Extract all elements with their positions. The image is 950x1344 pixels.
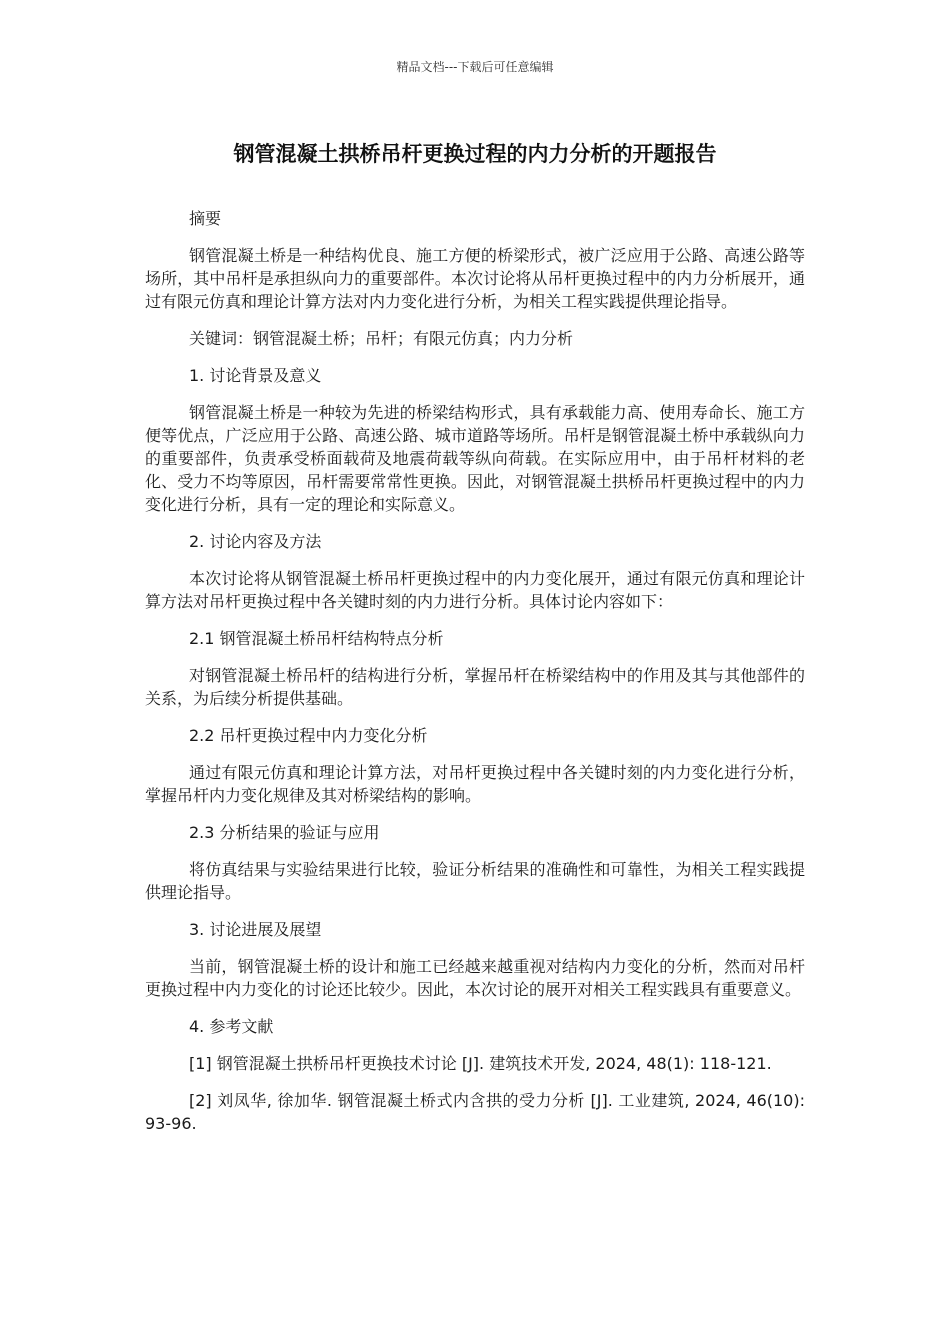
section-heading-3: 3. 讨论进展及展望 [189,920,322,939]
section-heading-2: 2. 讨论内容及方法 [189,532,322,551]
subsection-text-2-2: 通过有限元仿真和理论计算方法，对吊杆更换过程中各关键时刻的内力变化进行分析，掌握吊杆内力变化规律及其对桥梁结构的影响。 [145,763,805,805]
section-heading-4: 4. 参考文献 [189,1017,274,1036]
section-text-3: 当前，钢管混凝土桥的设计和施工已经越来越重视对结构内力变化的分析，然而对吊杆更换过程中内力变化的讨论还比较少。因此，本次讨论的展开对相关工程实践具有重要意义。 [145,957,805,999]
page-header: 精品文档---下载后可任意编辑 [396,60,554,74]
subsection-text-2-1: 对钢管混凝土桥吊杆的结构进行分析，掌握吊杆在桥梁结构中的作用及其与其他部件的关系，为后续分析提供基础。 [145,666,805,708]
section-text-1: 钢管混凝土桥是一种较为先进的桥梁结构形式，具有承载能力高、使用寿命长、施工方便等优点，广泛应用于公路、高速公路、城市道路等场所。吊杆是钢管混凝土桥中承载纵向力的重要部件，负责承受桥面载荷及地震荷载等纵向荷载。在实际应用中，由于吊杆材料的老化、受力不均等原因，吊杆需要常常性更换。因此，对钢管混凝土拱桥吊杆更换过程中的内力变化进行分析，具有一定的理论和实际意义。 [145,403,805,514]
keywords: 关键词：钢管混凝土桥；吊杆；有限元仿真；内力分析 [189,329,574,348]
subsection-heading-2-1: 2.1 钢管混凝土桥吊杆结构特点分析 [189,629,444,648]
section-text-2: 本次讨论将从钢管混凝土桥吊杆更换过程中的内力变化展开，通过有限元仿真和理论计算方法对吊杆更换过程中各关键时刻的内力进行分析。具体讨论内容如下： [145,569,805,611]
reference-1: [1] 钢管混凝土拱桥吊杆更换技术讨论 [J]. 建筑技术开发, 2024, 48(1): 118-121. [189,1054,772,1073]
subsection-heading-2-3: 2.3 分析结果的验证与应用 [189,823,380,842]
abstract-heading: 摘要 [189,209,222,228]
subsection-text-2-3: 将仿真结果与实验结果进行比较，验证分析结果的准确性和可靠性，为相关工程实践提供理论指导。 [145,860,805,902]
section-heading-1: 1. 讨论背景及意义 [189,366,322,385]
document-title: 钢管混凝土拱桥吊杆更换过程的内力分析的开题报告 [233,142,717,166]
subsection-heading-2-2: 2.2 吊杆更换过程中内力变化分析 [189,726,428,745]
reference-2: [2] 刘凤华, 徐加华. 钢管混凝土桥式内含拱的受力分析 [J]. 工业建筑, 2024, 46(10): 93-96. [145,1091,805,1133]
abstract-text: 钢管混凝土桥是一种结构优良、施工方便的桥梁形式，被广泛应用于公路、高速公路等场所，其中吊杆是承担纵向力的重要部件。本次讨论将从吊杆更换过程中的内力分析展开，通过有限元仿真和理论计算方法对内力变化进行分析，为相关工程实践提供理论指导。 [145,246,805,311]
document-body [145,207,805,1149]
